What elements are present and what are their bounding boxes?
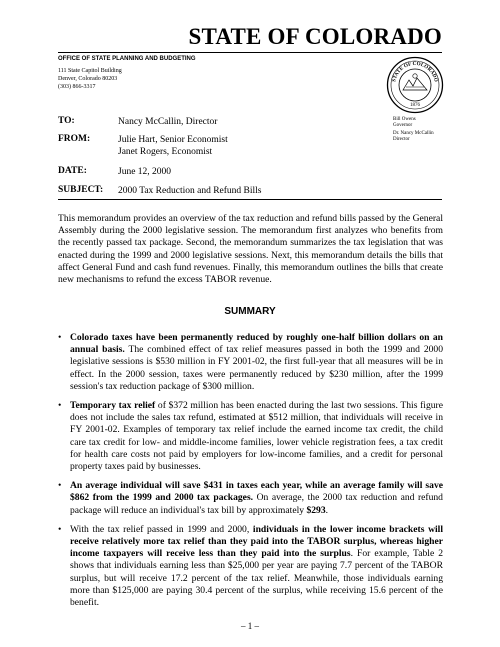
memo-from-value: Janet Rogers, Economist: [118, 147, 213, 157]
seal-year: 1876: [410, 103, 420, 108]
memo-subject-value: 2000 Tax Reduction and Refund Bills: [118, 186, 262, 196]
memo-to-label: TO:: [58, 116, 75, 126]
bullet-bold: Temporary tax relief: [70, 400, 156, 412]
bullet-item: [58, 524, 443, 609]
address-line: 111 State Capitol Building: [58, 68, 122, 74]
bullet-bold-tail: $293: [306, 504, 326, 516]
summary-bullet-list: [58, 332, 443, 616]
director-block: [393, 131, 434, 143]
bullet-text: . For example, Table 2 shows that individuals earning less than $25,000 per year are paying 7.7 percent of the TABOR surplus, but will receive 17.2 percent of the tax relief. Meanwhile, those individuals earning more than $125,000 are paying 30.4 percent of the surplus, while receiving 15.6 percent of the benefit.: [70, 548, 443, 609]
bullet-icon: •: [58, 332, 62, 343]
memo-subject-label: SUBJECT:: [58, 185, 104, 195]
office-address: [58, 67, 122, 91]
office-name: OFFICE OF STATE PLANNING AND BUDGETING: [58, 56, 196, 62]
bullet-item: [58, 400, 443, 473]
bullet-bold: Colorado taxes have been permanently reduced by roughly one-half billion dollars on an annual basis.: [70, 332, 443, 356]
memo-date-value: June 12, 2000: [118, 167, 172, 177]
address-line: (303) 866-3317: [58, 84, 96, 90]
svg-text:STATE OF COLORADO: [391, 61, 439, 83]
state-seal-icon: [386, 56, 444, 114]
page-number: – 1 –: [241, 621, 259, 631]
bullet-icon: •: [58, 400, 62, 412]
director-name: Dr. Nancy McCallin: [393, 131, 434, 136]
bullet-item: [58, 480, 443, 517]
bullet-bold: An average individual will save $431 in taxes each year, while an average family will save $862 from the 1999 and 2000 tax packages.: [70, 480, 443, 504]
memo-from-value: Julie Hart, Senior Economist: [118, 135, 228, 145]
bullet-lead: With the tax relief passed in 1999 and 2000,: [70, 523, 253, 535]
seal-text: STATE OF COLORADO: [391, 60, 439, 83]
governor-title: Governor: [393, 123, 413, 128]
bullet-text: of $372 million has been enacted during the last two sessions. This figure does not include the sales tax refund, estimated at $512 million, that individuals will receive in FY 2001-02. Examples of temporary tax relief include the earned income tax credit, the child care tax credit for low- and middle-income families, lower vehicle registration fees, a tax credit for health care costs not paid by employers for low-income families, and a credit for personal property taxes paid by businesses.: [70, 400, 443, 473]
governor-name: Bill Owens: [393, 117, 416, 122]
state-title: STATE OF COLORADO: [188, 24, 442, 49]
bullet-text: On average, the 2000 tax reduction and refund package will reduce an individual's tax bill by approximately: [70, 492, 443, 516]
header-rule: [58, 52, 442, 53]
bullet-icon: •: [58, 523, 62, 535]
memo-from-label: FROM:: [58, 134, 91, 144]
bullet-text: The combined effect of tax relief measures passed in both the 1999 and 2000 legislative sessions is $530 million in FY 2001-02, the first full-year that all measures will be in effect. In the 2000 session, taxes were permanently reduced by $230 million, after the 1999 session's tax reduction package of $300 million.: [70, 344, 444, 392]
bullet-icon: •: [58, 480, 62, 492]
bullet-bold: individuals in the lower income brackets will receive relatively more tax relief than they paid into the TABOR surplus, whereas higher income taxpayers will receive less than they paid into the surplus: [70, 523, 443, 560]
memo-to-value: Nancy McCallin, Director: [118, 117, 218, 127]
bullet-tail: .: [325, 504, 329, 516]
governor-block: [393, 117, 416, 129]
summary-heading: SUMMARY: [224, 306, 276, 317]
bullet-item: [58, 332, 443, 393]
address-line: Denver, Colorado 80203: [58, 76, 118, 82]
director-title: Director: [393, 137, 410, 142]
subject-rule: [58, 199, 442, 200]
intro-paragraph: This memorandum provides an overview of the tax reduction and refund bills passed by the General Assembly during the 2000 legislative session. The memorandum first analyzes who benefits from the recently passed tax package. Second, the memorandum summarizes the tax legislation that was enacted during the 1999 and 2000 legislative sessions. Next, this memorandum details the bills that affect General Fund and cash fund revenues. Finally, this memorandum outlines the bills that create new mechanisms to refund the excess TABOR revenue.: [58, 213, 443, 286]
memo-date-label: DATE:: [58, 166, 87, 176]
